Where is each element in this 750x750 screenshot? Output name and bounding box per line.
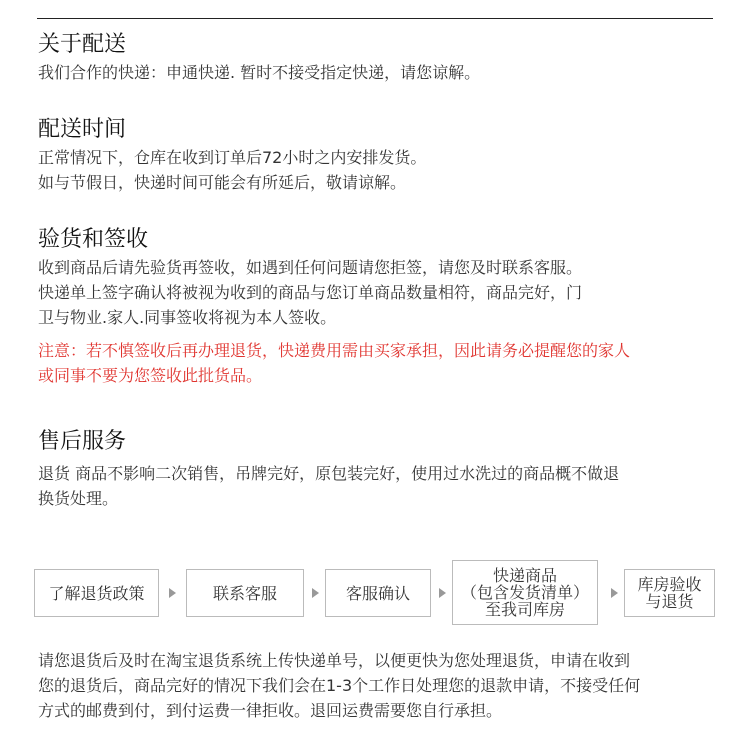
- step-label: 至我司库房: [484, 600, 565, 619]
- delivery-time-line: 如与节假日，快递时间可能会有所延后，敬请谅解。: [38, 173, 407, 192]
- return-instructions: [38, 648, 738, 723]
- step-label: 库房验收: [637, 575, 702, 594]
- inspection-line: 卫与物业.家人.同事签收将视为本人签收。: [38, 308, 337, 327]
- after-sales-line: 换货处理。: [38, 489, 119, 508]
- step-warehouse-check: [624, 569, 715, 617]
- arrow-right-icon: [169, 588, 176, 598]
- step-service-confirm: [325, 569, 431, 617]
- delivery-line: 我们合作的快递：申通快递. 暂时不接受指定快递，请您谅解。: [38, 63, 481, 82]
- delivery-title: 关于配送: [38, 32, 127, 57]
- warning-line: 注意：若不慎签收后再办理退货，快递费用需由买家承担，因此请务必提醒您的家人: [38, 341, 631, 360]
- after-sales-title: 售后服务: [38, 429, 127, 454]
- inspection-line: 收到商品后请先验货再签收，如遇到任何问题请您拒签，请您及时联系客服。: [38, 258, 583, 277]
- arrow-right-icon: [611, 588, 618, 598]
- delivery-time-title: 配送时间: [38, 117, 127, 142]
- step-label: 客服确认: [345, 583, 410, 603]
- step-label: 了解退货政策: [48, 583, 145, 603]
- inspection-warning: [38, 338, 718, 388]
- after-sales-line: 退货 商品不影响二次销售，吊牌完好，原包装完好，使用过水洗过的商品概不做退: [38, 464, 620, 483]
- step-label: 与退货: [645, 592, 694, 611]
- arrow-right-icon: [439, 588, 446, 598]
- step-label: 快递商品: [492, 566, 557, 585]
- inspection-section: [38, 225, 718, 388]
- step-ship-goods: [452, 560, 598, 625]
- warning-line: 或同事不要为您签收此批货品。: [38, 366, 263, 385]
- footer-line: 方式的邮费到付，到付运费一律拒收。退回运费需要您自行承担。: [38, 701, 503, 720]
- return-process-flow: [0, 560, 750, 626]
- step-return-policy: [34, 569, 159, 617]
- delivery-section: [38, 30, 718, 85]
- after-sales-section: [38, 427, 718, 511]
- delivery-time-section: [38, 115, 718, 195]
- inspection-line: 快递单上签字确认将被视为收到的商品与您订单商品数量相符，商品完好，门: [38, 283, 583, 302]
- top-divider: [37, 18, 713, 19]
- footer-line: 请您退货后及时在淘宝退货系统上传快递单号，以便更快为您处理退货，申请在收到: [38, 651, 631, 670]
- arrow-right-icon: [312, 588, 319, 598]
- step-label: 联系客服: [212, 583, 277, 603]
- footer-line: 您的退货后，商品完好的情况下我们会在1-3个工作日处理您的退款申请，不接受任何: [38, 676, 641, 695]
- delivery-time-line: 正常情况下，仓库在收到订单后72小时之内安排发货。: [38, 148, 427, 167]
- inspection-title: 验货和签收: [38, 227, 149, 252]
- step-contact-service: [186, 569, 304, 617]
- step-label: （包含发货清单）: [460, 583, 589, 602]
